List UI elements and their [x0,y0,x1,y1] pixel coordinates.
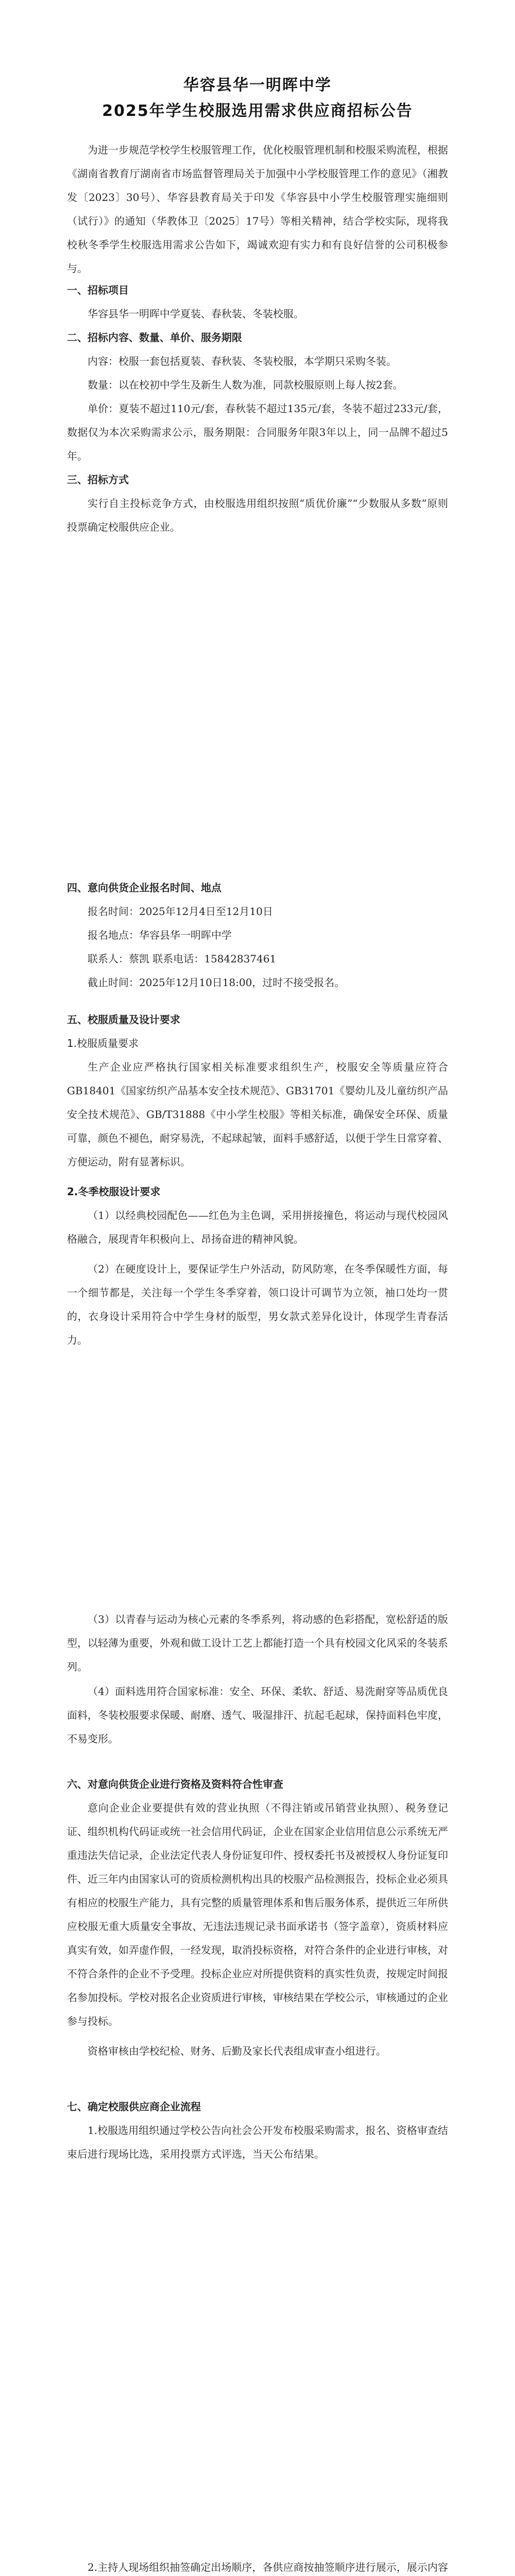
deadline [67,971,448,994]
section-1-body: 华容县华一明晖中学夏装、春秋装、冬装校服。 [88,308,304,320]
quality-requirements-heading: 1.校服质量要求 [67,1037,139,1049]
quality-requirements-body: 生产企业应严格执行国家相关标准要求组织生产，校服安全等质量应符合GB18401《国家纺织产品基本安全技术规范》、GB31701《婴幼儿及儿童纺织产品安全技术规范》、GB/T31888《中小学生校服》等相关标准，确保安全环保、质量可靠，颜色不褪色，耐穿易洗，不起球起皱，面料手感舒适，以便于学生日常穿着、方便运动，附有显著标识。 [67,1061,448,1168]
registration-place-label: 报名地点： [88,929,139,941]
design-requirement-1: （1）以经典校园配色——红色为主色调，采用拼接撞色，将运动与现代校园风格融合，展现青年积极向上、昂扬奋进的精神风貌。 [67,1209,448,1245]
doc-title-school: 华容县华一明晖中学 [183,76,332,94]
deadline-label: 截止时间： [88,976,139,989]
deadline-value: 2025年12月10日18:00，过时不接受报名。 [139,976,345,989]
doc-title-notice: 2025年学生校服选用需求供应商招标公告 [102,102,413,120]
section-5-heading: 五、校服质量及设计要求 [67,1013,180,1026]
design-requirements-heading: 2.冬季校服设计要求 [67,1185,161,1198]
section-6-body: 意向企业企业要提供有效的营业执照（不得注销或吊销营业执照）、税务登记证、组织机构代码证或统一社会信用代码证，企业在国家企业信用信息公示系统无严重违法失信记录，企业法定代表人身份证复印件、授权委托书及被授权人身份证复印件、近三年内由国家认可的资质检测机构出具的校服产品检测报告，投标企业必须具有相应的校服生产能力，具有完整的质量管理体系和售后服务体系，提供近三年所供应校服无重大质量安全事故、无违法违规记录书面承诺书（签字盖章），资质材料应真实有效，如弄虚作假，一经发现，取消投标资格，对符合条件的企业进行审核，对不符合条件的企业不予受理。投标企业应对所提供资料的真实性负责，按规定时间报名参加投标。学校对报名企业资质进行审核，审核结果在学校公示，审核通过的企业参与投标。 [67,1802,448,2027]
procedure-step-2: 2.主持人现场组织抽签确定出场顺序，各供应商按抽签顺序进行展示，展示内容 [88,2561,448,2573]
registration-time-label: 报名时间： [88,905,139,918]
section-2-heading: 二、招标内容、数量、单价、服务期限 [67,331,242,344]
section-2-price: 单价：夏装不超过110元/套，春秋装不超过135元/套，冬装不超过233元/套，数据仅为本次采购需求公示，服务期限：合同服务年限3年以上，同一品牌不超过5年。 [67,402,448,462]
registration-time-value: 2025年12月4日至12月10日 [139,905,273,918]
section-6-heading: 六、对意向供货企业进行资格及资料符合性审查 [67,1778,283,1790]
design-requirement-4: （4）面料选用符合国家标准：安全、环保、柔软、舒适、易洗耐穿等品质优良面料，冬装校服要求保暖、耐磨、透气、吸湿排汗、抗起毛起球，保持面料色牢度，不易变形。 [67,1685,448,1745]
design-requirement-2: （2）在硬度设计上，要保证学生户外活动，防风防寒，在冬季保暖性方面，每一个细节都是，关注每一个学生冬季穿着，领口设计可调节为立领，袖口处均一贯的，衣身设计采用符合中学生身材的版型，男女款式差异化设计，体现学生青春活力。 [67,1263,448,1346]
registration-place-value: 华容县华一明晖中学 [139,929,232,941]
procedure-step-1: 1.校服选用组织通过学校公告向社会公开发布校服采购需求，报名、资格审查结束后进行现场比选，采用投票方式评选，当天公布结果。 [67,2124,448,2160]
section-4-heading: 四、意向供货企业报名时间、地点 [67,882,221,894]
registration-place [67,923,448,947]
section-3-body: 实行自主投标竞争方式，由校服选用组织按照“质优价廉”“少数服从多数”原则投票确定校服供应企业。 [67,497,448,533]
registration-time [67,900,448,923]
section-2-content: 内容：校服一套包括夏装、春秋装、冬装校服，本学期只采购冬装。 [88,355,397,367]
section-7-heading: 七、确定校服供应商企业流程 [67,2100,201,2113]
section-2-quantity: 数量：以在校初中学生及新生人数为准，同款校服原则上每人按2套。 [88,379,403,391]
section-6-review-group: 资格审核由学校纪检、财务、后勤及家长代表组成审查小组进行。 [88,2045,386,2057]
design-requirement-3: （3）以青春与运动为核心元素的冬季系列，将动感的色彩搭配，宽松舒适的版型，以轻薄为重要，外观和做工设计工艺上都能打造一个具有校园文化风采的冬装系列。 [67,1613,448,1673]
section-1-heading: 一、招标项目 [67,284,129,296]
section-3-heading: 三、招标方式 [67,473,129,486]
contact-info: 联系人：蔡凯 联系电话：15842837461 [88,953,277,965]
intro-paragraph: 为进一步规范学校学生校服管理工作，优化校服管理机制和校服采购流程，根据《湖南省教育厅湖南省市场监督管理局关于加强中小学校服管理工作的意见》（湘教发〔2023〕30号）、华容县教育局关于印发《华容县中小学生校服管理实施细则（试行）》的通知（华教体卫〔2025〕17号）等相关精神，结合学校实际，现将我校秋冬季学生校服选用需求公告如下，竭诚欢迎有实力和有良好信誉的公司积极参与。 [67,144,448,275]
